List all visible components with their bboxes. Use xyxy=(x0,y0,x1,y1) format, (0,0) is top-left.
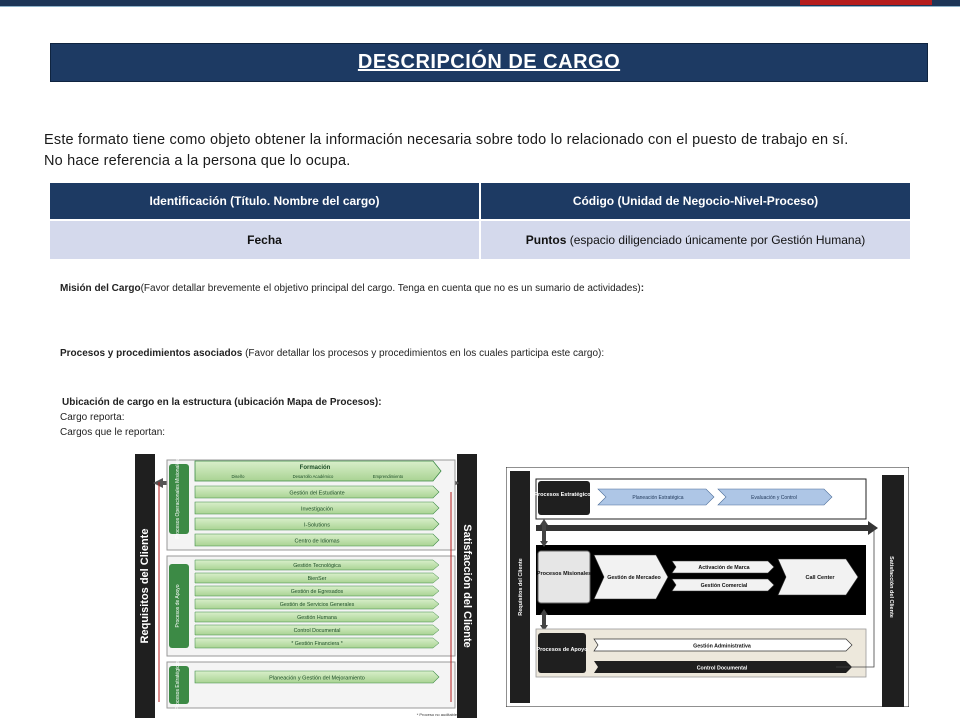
group2-label: Procesos de Apoyo xyxy=(175,584,181,628)
group1-label: Procesos Operacionales Misionales xyxy=(175,459,181,539)
map2-apoyo-box xyxy=(538,633,586,673)
procesos-label: Procesos y procedimientos asociados xyxy=(60,348,243,359)
header-identificacion: Identificación (Título. Nombre del cargo) xyxy=(50,183,480,220)
planeacion-label: Planeación Estratégica xyxy=(632,495,684,501)
activacion-label: Activación de Marca xyxy=(698,565,750,571)
apoyo-list xyxy=(195,560,439,648)
map2-right-label: Satisfacción del Cliente xyxy=(888,556,894,618)
group-estrategicos xyxy=(167,662,455,708)
intro-line-2: No hace referencia a la persona que lo ocupa. xyxy=(44,153,351,169)
intro-paragraph xyxy=(44,130,934,172)
callcenter-label: Call Center xyxy=(805,575,835,581)
apoyo-7: * Gestión Financiera * xyxy=(291,641,343,647)
apoyo-5: Gestión Humana xyxy=(297,615,337,621)
apoyo-6: Control Documental xyxy=(293,628,341,634)
table-row xyxy=(50,220,911,259)
evaluacion-label: Evaluación y Control xyxy=(751,495,797,501)
formacion-sub-1: Diseño xyxy=(231,474,245,479)
ubicacion-label: Ubicación de cargo en la estructura (ubicación Mapa de Procesos): xyxy=(62,397,382,408)
mision-label: Misión del Cargo xyxy=(60,283,141,294)
map2-misionales-box xyxy=(538,551,590,603)
ubicacion-section xyxy=(62,397,382,408)
title-banner xyxy=(50,43,928,82)
top-thin-line xyxy=(0,6,960,7)
mision-section xyxy=(60,283,644,294)
mision-text: (Favor detallar brevemente el objetivo principal del cargo. Tenga en cuenta que no es un sumario de actividades) xyxy=(140,283,641,294)
cargo-reporta: Cargo reporta: xyxy=(60,412,125,423)
cell-puntos xyxy=(480,220,911,259)
map1-right-label: Satisfacción del Cliente xyxy=(461,524,473,648)
apoyo-1: Gestión Tecnológica xyxy=(293,563,341,569)
top-red-tab xyxy=(800,0,932,5)
puntos-note: (espacio diligenciado únicamente por Gestión Humana) xyxy=(566,233,866,247)
page-title: DESCRIPCIÓN DE CARGO xyxy=(357,51,621,73)
identification-table xyxy=(50,183,912,259)
map2-estrategicos-label: Procesos Estratégicos xyxy=(534,492,594,498)
estrategico-1: Planeación y Gestión del Mejoramiento xyxy=(269,675,365,682)
fecha-label: Fecha xyxy=(247,233,282,247)
map2-apoyo-label: Procesos de Apoyo xyxy=(536,647,588,653)
misional-2: Investigación xyxy=(300,506,334,513)
formacion-label: Formación xyxy=(299,465,331,471)
header-codigo: Código (Unidad de Negocio-Nivel-Proceso) xyxy=(480,183,911,220)
formacion-sub-2: Desarrollo Académico xyxy=(292,474,334,479)
map1-note: * Proceso no auditable xyxy=(416,712,457,717)
map2-left-label: Requisitos del Cliente xyxy=(518,558,524,616)
process-map-company xyxy=(506,467,909,707)
group3-label: Procesos Estratégicos xyxy=(175,660,181,710)
cell-fecha xyxy=(50,220,480,259)
intro-line-1: Este formato tiene como objeto obtener la información necesaria sobre todo lo relacionado con el puesto de trabajo en sí. xyxy=(44,132,849,148)
mision-colon: : xyxy=(640,283,645,294)
mercadeo-label: Gestión de Mercadeo xyxy=(607,575,661,581)
procesos-section xyxy=(60,348,604,359)
formacion-sub-3: Emprendimiento xyxy=(372,474,404,479)
administrativa-label: Gestión Administrativa xyxy=(693,643,751,650)
map2-misionales-label: Procesos Misionales xyxy=(536,571,592,577)
cargos-que-le-reportan: Cargos que le reportan: xyxy=(60,427,166,438)
process-map-university xyxy=(133,452,480,720)
misional-4: Centro de Idiomas xyxy=(294,538,340,545)
apoyo-2: BienSer xyxy=(307,576,327,582)
apoyo-4: Gestión de Servicios Generales xyxy=(279,602,355,608)
procesos-text: (Favor detallar los procesos y procedimientos en los cuales participa este cargo): xyxy=(242,348,605,359)
puntos-label: Puntos xyxy=(525,233,567,247)
map1-left-label: Requisitos del Cliente xyxy=(139,528,151,644)
table-header-row xyxy=(50,183,911,220)
misional-1: Gestión del Estudiante xyxy=(289,490,345,497)
top-accent-bar xyxy=(0,0,960,6)
documental-label: Control Documental xyxy=(696,665,748,672)
misional-3: I-Solutions xyxy=(304,522,330,529)
map2-estrategicos-box xyxy=(538,481,590,515)
comercial-label: Gestión Comercial xyxy=(700,583,748,589)
apoyo-3: Gestión de Egresados xyxy=(290,589,344,595)
